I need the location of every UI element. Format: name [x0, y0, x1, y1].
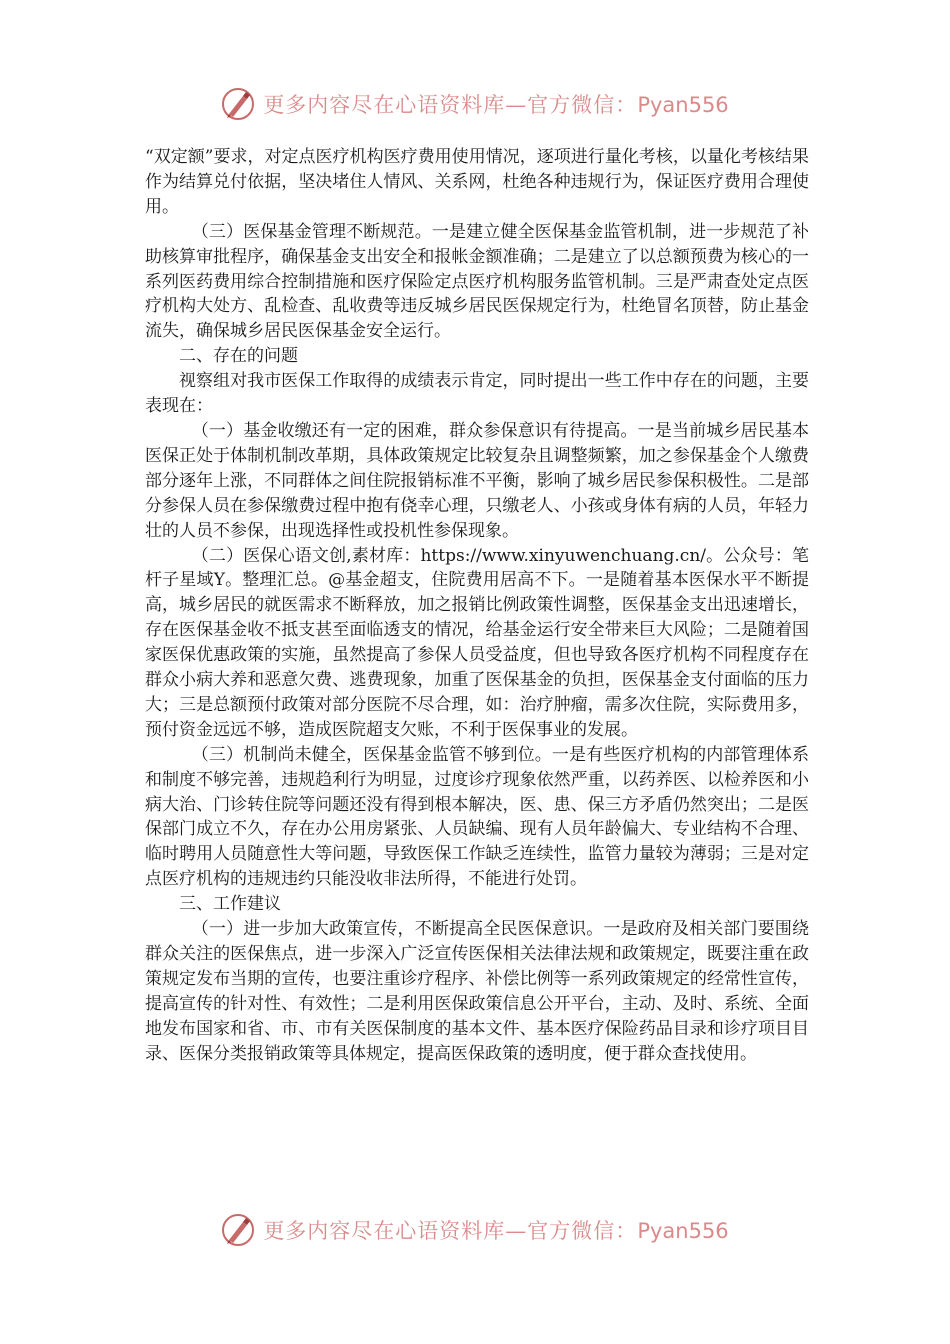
paragraph-problem-1: （一）基金收缴还有一定的困难，群众参保意识有待提高。一是当前城乡居民基本医保正处于体制机制改革期，具体政策规定比较复杂且调整频繁，加之参保基金个人缴费部分逐年上涨，不同群体之间住院报销标准不平衡，影响了城乡居民参保积极性。二是部分参保人员在参保缴费过程中抱有侥幸心理，只缴老人、小孩或身体有病的人员，年轻力壮的人员不参保，出现选择性或投机性参保现象。 — [145, 420, 809, 541]
pen-logo-icon — [221, 87, 255, 121]
watermark-footer — [0, 1208, 950, 1252]
document-body — [145, 145, 809, 1067]
paragraph-suggestion-1: （一）进一步加大政策宣传，不断提高全民医保意识。一是政府及相关部门要围绕群众关注的医保焦点，进一步深入广泛宣传医保相关法律法规和政策规定，既要注重在政策规定发布当期的宣传，也要注重诊疗程序、补偿比例等一系列政策规定的经常性宣传，提高宣传的针对性、有效性；二是利用医保政策信息公开平台，主动、及时、系统、全面地发布国家和省、市、市有关医保制度的基本文件、基本医疗保险药品目录和诊疗项目目录、医保分类报销政策等具体规定，提高医保政策的透明度，便于群众查找使用。 — [145, 919, 809, 1064]
paragraph-problem-2: （二）医保心语文创,素材库：https://www.xinyuwenchuang.cn/。公众号：笔杆子星域Y。整理汇总。@基金超支，住院费用居高不下。一是随着基本医保水平不断提高，城乡居民的就医需求不断释放，加之报销比例政策性调整，医保基金支出迅速增长，存在医保基金收不抵支甚至面临透支的情况，给基金运行安全带来巨大风险；二是随着国家医保优惠政策的实施，虽然提高了参保人员受益度，但也导致各医疗机构不同程度存在群众小病大养和恶意欠费、逃费现象，加重了医保基金的负担，医保基金支付面临的压力大；三是总额预付政策对部分医院不尽合理，如：治疗肿瘤，需多次住院，实际费用多，预付资金远远不够，造成医院超支欠账，不利于医保事业的发展。 — [145, 545, 809, 740]
paragraph-fund-management: （三）医保基金管理不断规范。一是建立健全医保基金监管机制，进一步规范了补助核算审批程序，确保基金支出安全和报帐金额准确；二是建立了以总额预费为核心的一系列医药费用综合控制措施和医疗保险定点医疗机构服务监管机制。三是严肃查处定点医疗机构大处方、乱检查、乱收费等违反城乡居民医保规定行为，杜绝冒名顶替，防止基金流失，确保城乡居民医保基金安全运行。 — [145, 221, 809, 342]
pen-logo-icon — [221, 1213, 255, 1247]
watermark-text: 更多内容尽在心语资料库—官方微信：Pyan556 — [263, 93, 729, 117]
paragraph-problem-3: （三）机制尚未健全，医保基金监管不够到位。一是有些医疗机构的内部管理体系和制度不够完善，违规趋利行为明显，过度诊疗现象依然严重，以药养医、以检养医和小病大治、门诊转住院等问题还没有得到根本解决，医、患、保三方矛盾仍然突出；二是医保部门成立不久，存在办公用房紧张、人员缺编、现有人员年龄偏大、专业结构不合理、临时聘用人员随意性大等问题，导致医保工作缺乏连续性，监管力量较为薄弱；三是对定点医疗机构的违规违约只能没收非法所得，不能进行处罚。 — [145, 744, 809, 890]
watermark-text: 更多内容尽在心语资料库—官方微信：Pyan556 — [263, 1219, 729, 1243]
section-heading-suggestions: 三、工作建议 — [179, 894, 281, 915]
watermark-header — [0, 82, 950, 126]
section-heading-problems: 二、存在的问题 — [179, 346, 298, 367]
paragraph-continuation: “双定额”要求，对定点医疗机构医疗费用使用情况，逐项进行量化考核，以量化考核结果作为结算兑付依据，坚决堵住人情风、关系网，杜绝各种违规行为，保证医疗费用合理使用。 — [145, 147, 809, 217]
paragraph-inspection-intro: 视察组对我市医保工作取得的成绩表示肯定，同时提出一些工作中存在的问题，主要表现在： — [145, 371, 809, 417]
